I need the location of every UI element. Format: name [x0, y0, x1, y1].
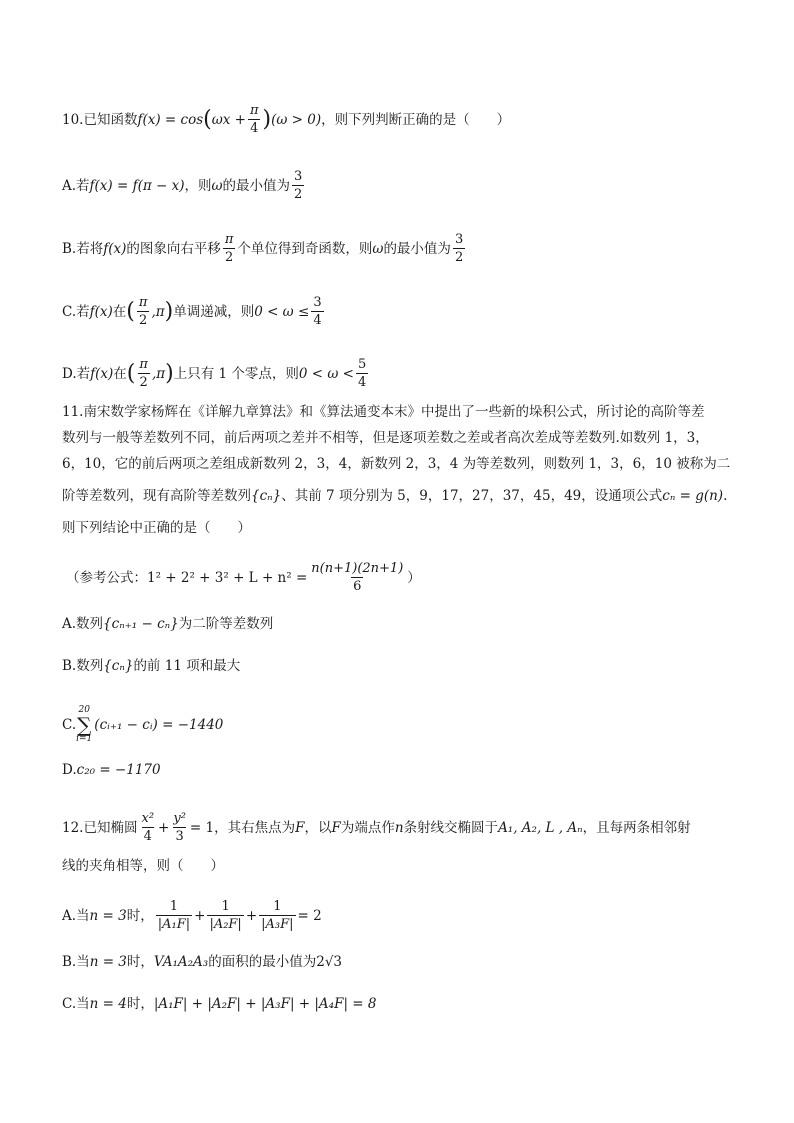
frac-den: |A₂F|: [209, 917, 242, 932]
formula: cₙ = g(n): [662, 488, 724, 504]
option-label: C.: [62, 717, 77, 733]
q11-option-b: [62, 656, 754, 676]
paren-open: (: [126, 298, 135, 324]
q11-stem-line2: [62, 428, 754, 448]
fraction: [137, 358, 150, 389]
q11-reference-formula: [66, 562, 754, 593]
option-text: 的前 11 项和最大: [133, 658, 241, 674]
option-expr: f(x): [90, 365, 114, 382]
stem-text: ，其右焦点为: [214, 819, 296, 836]
option-expr: (cᵢ₊₁ − cᵢ) = −1440: [94, 717, 224, 733]
summation: [76, 706, 92, 744]
frac-num: π: [139, 357, 148, 372]
option-text: 的最小值为: [383, 240, 451, 257]
ref-suffix: ）: [407, 569, 421, 586]
q12-option-b: [62, 952, 754, 972]
fraction: [356, 358, 368, 389]
q11-stem-line3: [62, 454, 754, 474]
option-text: 为二阶等差数列: [178, 616, 274, 632]
option-label: B.当: [62, 954, 90, 970]
q10-cond: (ω > 0): [271, 111, 322, 128]
q11-option-d: [62, 760, 754, 780]
option-expr: {cₙ}: [103, 658, 134, 674]
q10-option-b: [62, 233, 754, 264]
condition: n = 4: [89, 996, 127, 1012]
option-expr: f(x): [103, 240, 127, 257]
ref-sum: 1² + 2² + 3² + L + n² =: [147, 569, 308, 586]
stem-text: 阶等差数列，现有高阶等差数列: [62, 488, 251, 504]
option-expr: f(x) = f(π − x): [89, 177, 185, 194]
option-expr: c₂₀ = −1170: [76, 762, 161, 778]
option-text: 在: [113, 365, 127, 382]
option-expr: |A₁F| + |A₂F| + |A₃F| + |A₄F| = 8: [153, 996, 377, 1012]
option-text: 个单位得到奇函数，则: [237, 240, 373, 257]
q10-prefix: 10.已知函数: [62, 111, 138, 128]
interval-end: ,π: [151, 365, 166, 382]
q10-option-a: [62, 170, 754, 201]
frac-den: 2: [294, 187, 303, 202]
equals: = 2: [297, 907, 322, 924]
option-text: 单调递减，则: [173, 303, 255, 320]
equals: = 1: [189, 819, 215, 836]
frac-den: 3: [175, 829, 184, 844]
option-text: 的面积的最小值为: [208, 954, 317, 970]
paren-close: ): [165, 360, 174, 386]
paren-open: (: [126, 360, 136, 386]
fraction: [156, 900, 192, 931]
option-text: 上只有 1 个零点，则: [173, 365, 299, 382]
focus-symbol: F: [331, 819, 341, 836]
interval-end: ,π: [151, 303, 165, 320]
frac-num: π: [249, 103, 259, 118]
condition: n = 3: [89, 907, 127, 924]
stem-text: .: [723, 488, 728, 504]
fraction: [223, 233, 236, 264]
option-text: 在: [112, 303, 127, 320]
option-text: 的最小值为: [222, 177, 291, 194]
points-list: A₁, A₂, L , Aₙ: [498, 819, 583, 836]
frac-den: |A₁F|: [157, 917, 191, 932]
inequality: 0 < ω ≤: [254, 303, 310, 320]
fraction: [309, 562, 405, 593]
triangle-expr: VA₁A₂A₃: [153, 954, 209, 970]
frac-den: 2: [139, 375, 148, 390]
frac-num: y²: [173, 811, 186, 826]
paren-close: ): [262, 106, 272, 132]
frac-den: 2: [225, 250, 234, 265]
stem-text: 6，10，它的前后两项之差组成新数列 2，3，4，新数列 2，3，4 为等差数列，则数列 1，3，6，10 被称为二: [62, 456, 731, 472]
option-label: A.若: [62, 177, 90, 194]
omega: ω: [372, 240, 384, 257]
q10-stem: [62, 104, 754, 135]
frac-num: 3: [313, 295, 322, 310]
fraction: [292, 170, 304, 201]
option-expr: {cₙ₊₁ − cₙ}: [103, 616, 179, 632]
frac-den: 6: [353, 579, 362, 594]
frac-num: π: [224, 232, 234, 247]
stem-text: 线的夹角相等，则（ ）: [62, 858, 224, 874]
stem-text: 条射线交椭圆于: [403, 819, 499, 836]
frac-num: 1: [273, 899, 282, 914]
stem-text: ，且每两条相邻射: [582, 819, 691, 836]
paren-open: (: [203, 106, 212, 132]
option-label: B.若将: [62, 240, 104, 257]
fraction: [171, 812, 188, 843]
q10-arg: ωx +: [211, 111, 246, 128]
q10-pi-over-4: [248, 104, 261, 135]
n-symbol: n: [394, 819, 404, 836]
q11-option-a: [62, 614, 754, 634]
frac-den: 4: [313, 313, 322, 328]
option-label: A.当: [62, 907, 90, 924]
q10-option-d: [62, 358, 754, 389]
option-expr: f(x): [89, 303, 113, 320]
q11-stem-line5: [62, 518, 754, 538]
frac-num: 1: [169, 899, 179, 914]
inequality: 0 < ω <: [298, 365, 354, 382]
frac-den: |A₃F|: [261, 917, 294, 932]
stem-text: 数列与一般等差数列不同，前后两项之差并不相等，但是逐项差数之差或者高次差成等差数列.如数列 1，3，: [62, 430, 709, 446]
frac-num: 1: [221, 899, 230, 914]
stem-text: 、其前 7 项分别为 5，9，17，27，37，45，49，设通项公式: [281, 488, 663, 504]
frac-num: 3: [454, 232, 464, 247]
plus-sign: +: [245, 907, 258, 924]
q11-stem-line4: [62, 486, 754, 506]
sum-upper: 20: [78, 705, 90, 715]
fraction: [259, 900, 295, 931]
option-text: ，则: [184, 177, 212, 194]
q10-suffix: ，则下列判断正确的是（ ）: [321, 111, 511, 128]
q12-option-a: [62, 900, 754, 931]
stem-text: 11.南宋数学家杨辉在《详解九章算法》和《算法通变本末》中提出了一些新的垛积公式，所讨论的高阶等差: [62, 404, 705, 420]
q10-option-c: [62, 296, 754, 327]
option-text: 时，: [126, 954, 154, 970]
option-text: 时，: [126, 907, 154, 924]
plus-sign: +: [158, 819, 170, 836]
sequence-symbol: {cₙ}: [251, 488, 282, 504]
frac-num: 3: [294, 169, 303, 184]
q11-option-c: [62, 706, 754, 744]
fraction: [137, 296, 150, 327]
omega: ω: [211, 177, 223, 194]
option-label: A.数列: [62, 616, 104, 632]
sigma-symbol: ∑: [77, 713, 92, 737]
fraction: [311, 296, 323, 327]
option-text: 的图象向右平移: [126, 240, 221, 257]
q11-stem-line1: [62, 402, 754, 422]
stem-text: 则下列结论中正确的是（ ）: [62, 520, 251, 536]
frac-den: 2: [139, 313, 148, 328]
frac-num: x²: [141, 811, 155, 826]
frac-num: n(n+1)(2n+1): [311, 561, 404, 576]
fraction: [453, 233, 465, 264]
fraction: [139, 812, 156, 843]
option-label: C.若: [62, 303, 90, 320]
stem-text: 为端点作: [340, 819, 395, 836]
q10-func: f(x) = cos: [137, 111, 204, 128]
focus-symbol: F: [295, 819, 305, 836]
fraction: [207, 900, 243, 931]
frac-num: π: [138, 295, 148, 310]
q12-stem-line1: [62, 812, 754, 843]
option-label: D.若: [62, 365, 91, 382]
plus-sign: +: [194, 907, 206, 924]
frac-den: 4: [250, 121, 259, 136]
ref-prefix: （参考公式：: [66, 569, 147, 586]
sum-lower: i=1: [76, 734, 93, 744]
stem-text: ，以: [304, 819, 332, 836]
option-text: 时，: [126, 996, 154, 1012]
q12-stem-line2: [62, 856, 754, 876]
paren-close: ): [164, 298, 174, 324]
option-label: C.当: [62, 996, 90, 1012]
option-label: D.: [62, 762, 77, 778]
frac-den: 4: [143, 829, 152, 844]
frac-den: 2: [454, 250, 464, 265]
condition: n = 3: [89, 954, 127, 970]
q12-option-c: [62, 994, 754, 1014]
stem-text: 12.已知椭圆: [62, 819, 138, 836]
frac-den: 4: [357, 375, 367, 390]
option-label: B.数列: [62, 658, 104, 674]
value: 2√3: [316, 954, 343, 970]
frac-num: 5: [357, 357, 367, 372]
